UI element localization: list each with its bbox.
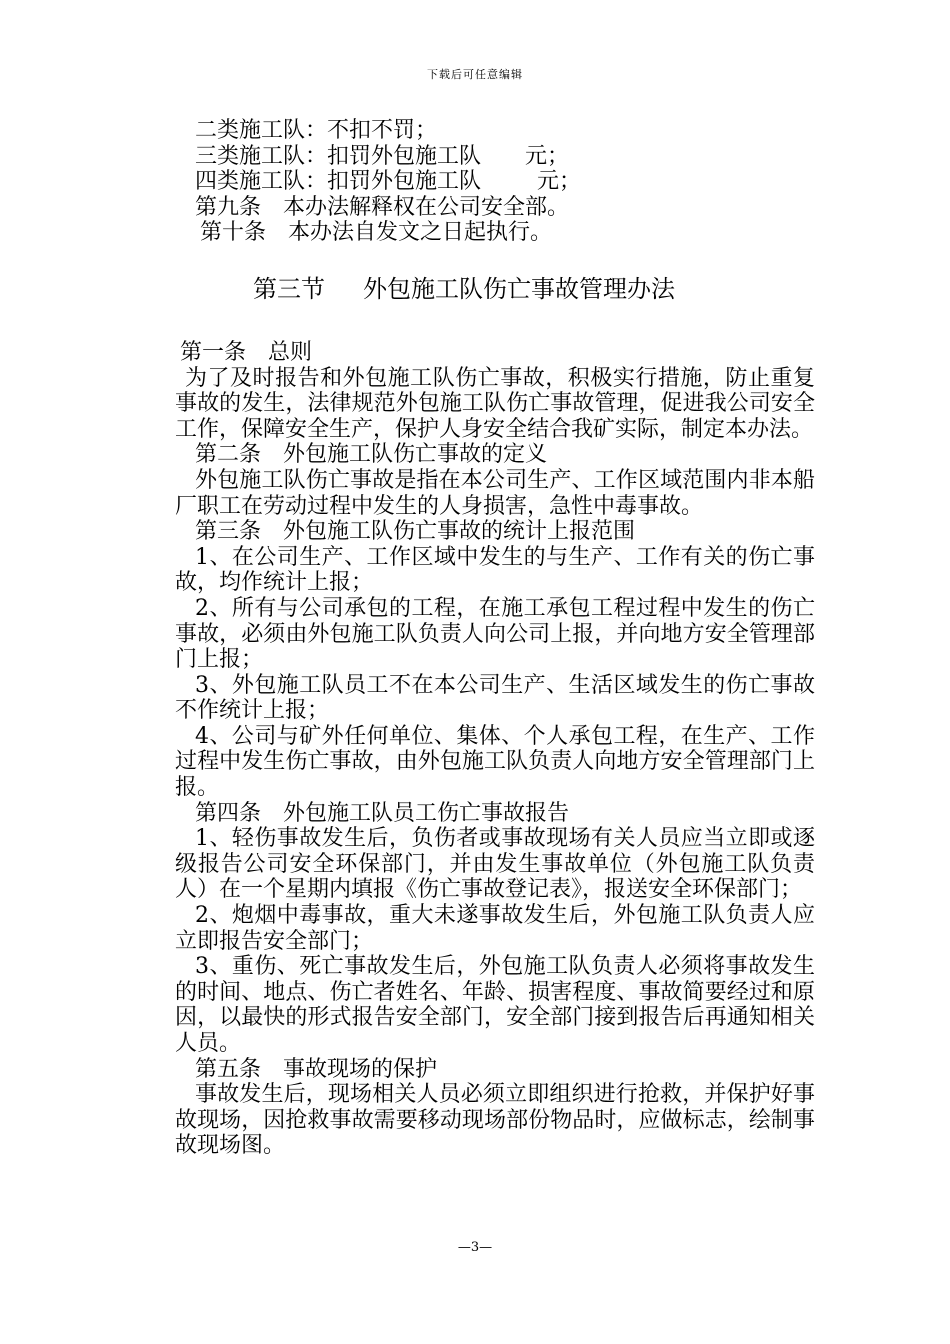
list-item: 3、重伤、死亡事故发生后，外包施工队负责人必须将事故发生的时间、地点、伤亡者姓名、年龄、损害程度、事故简要经过和原因，以最快的形式报告安全部门，安全部门接到报告后再通知相关人员。 [175, 954, 815, 1056]
document-body [175, 118, 815, 1159]
top-line: 第十条 本办法自发文之日起执行。 [200, 220, 553, 246]
list-item: 3、外包施工队员工不在本公司生产、生活区域发生的伤亡事故不作统计上报； [175, 672, 815, 724]
section-number: 第三节 [253, 274, 325, 303]
article-body: 事故发生后，现场相关人员必须立即组织进行抢救，并保护好事故现场，因抢救事故需要移动现场部份物品时，应做标志，绘制事故现场图。 [175, 1082, 815, 1159]
top-line: 二类施工队：不扣不罚； [195, 118, 438, 143]
page-number: —3— [457, 1240, 493, 1255]
article-title: 第一条 总则 [180, 339, 313, 365]
top-line: 四类施工队：扣罚外包施工队 元； [195, 169, 582, 195]
article-title: 第五条 事故现场的保护 [195, 1056, 438, 1082]
list-item: 2、炮烟中毒事故，重大未遂事故发生后，外包施工队负责人应立即报告安全部门； [175, 903, 815, 954]
section-title: 外包施工队伤亡事故管理办法 [363, 274, 675, 303]
section-heading [175, 273, 815, 305]
article-title: 第二条 外包施工队伤亡事故的定义 [195, 442, 548, 468]
list-item: 4、公司与矿外任何单位、集体、个人承包工程，在生产、工作过程中发生伤亡事故，由外包施工队负责人向地方安全管理部门上报。 [175, 723, 815, 801]
top-line: 三类施工队：扣罚外包施工队 元； [195, 143, 570, 169]
list-item: 2、所有与公司承包的工程，在施工承包工程过程中发生的伤亡事故，必须由外包施工队负责人向公司上报，并向地方安全管理部门上报； [175, 595, 815, 673]
article-body: 外包施工队伤亡事故是指在本公司生产、工作区域范围内非本船厂职工在劳动过程中发生的人身损害，急性中毒事故。 [175, 467, 815, 519]
article-title: 第四条 外包施工队员工伤亡事故报告 [195, 800, 570, 826]
list-item: 1、在公司生产、工作区域中发生的与生产、工作有关的伤亡事故，均作统计上报； [175, 544, 815, 596]
page-header: 下载后可任意编辑 [427, 68, 523, 81]
article-body: 为了及时报告和外包施工队伤亡事故，积极实行措施，防止重复事故的发生，法律规范外包施工队伤亡事故管理，促进我公司安全工作，保障安全生产，保护人身安全结合我矿实际，制定本办法。 [175, 365, 815, 442]
article-title: 第三条 外包施工队伤亡事故的统计上报范围 [195, 519, 636, 545]
list-item: 1、轻伤事故发生后，负伤者或事故现场有关人员应当立即或逐级报告公司安全环保部门，并由发生事故单位（外包施工队负责人）在一个星期内填报《伤亡事故登记表》，报送安全环保部门； [175, 826, 815, 903]
top-line: 第九条 本办法解释权在公司安全部。 [195, 194, 570, 220]
